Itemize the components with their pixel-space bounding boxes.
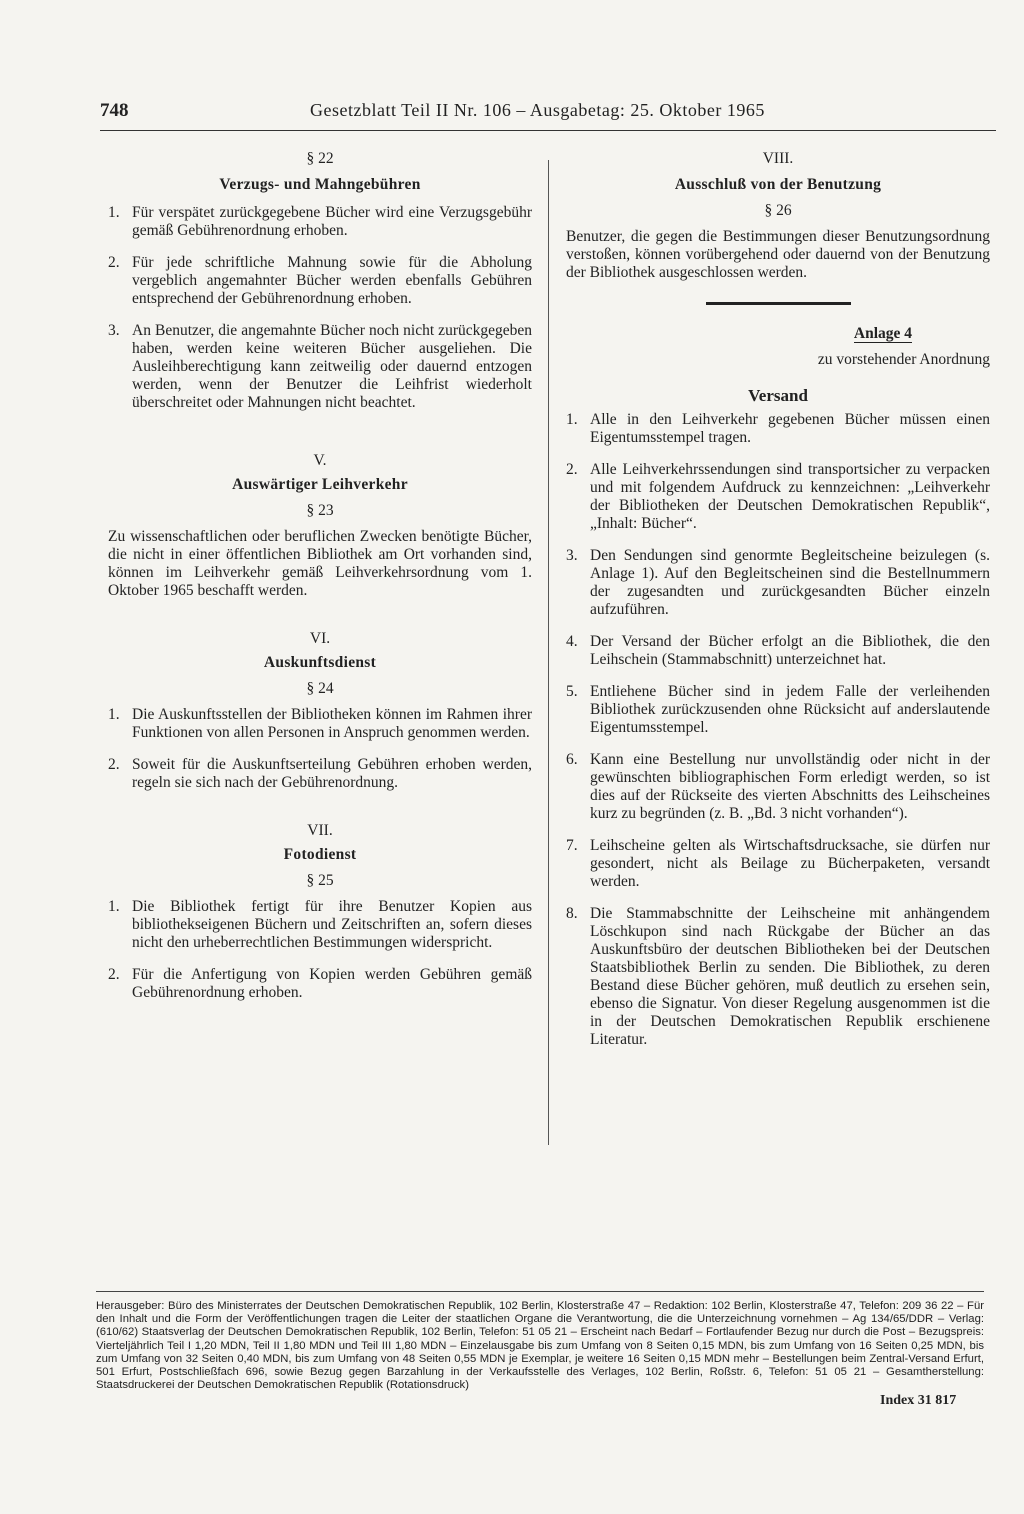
section-heading: Auswärtiger Leihverkehr xyxy=(232,476,408,493)
imprint-footer: Herausgeber: Büro des Ministerrates der Deutschen Demokratischen Republik, 102 Berlin, Klosterstraße 47 – Redaktion: 102 Berlin, Klosterstraße 47, Telefon: 209 36 22 – Für den Inhalt und die Form der Veröffentlichungen tragen die Leiter der staatlichen Organe die Verantwortung, die die Unterzeichnung vornehmen – Ag 134/65/DDR – Verlag: (610/62) Staatsverlag der Deutschen Demokratischen Republik, 102 Berlin, Telefon: 51 05 21 – Erscheint nach Bedarf – Fortlaufender Bezug nur durch die Post – Bezugspreis: Vierteljährlich Teil I 1,20 MDN, Teil II 1,80 MDN und Teil III 1,80 MDN – Einzelausgabe bis zum Umfang von 8 Seiten 0,15 MDN, bis zum Umfang von 16 Seiten 0,25 MDN, bis zum Umfang von 32 Seiten 0,40 MDN, bis zum Umfang von 48 Seiten 0,55 MDN je Exemplar, je weitere 16 Seiten 0,15 MDN mehr – Bestellungen beim Zentral-Versand Erfurt, 501 Erfurt, Postschließfach 696, sowie Bezug gegen Barzahlung in der Verkaufsstelle des Verlages, 102 Berlin, Roßstr. 6, Telefon: 51 05 21 – Gesamtherstellung: Staatsdruckerei der Deutschen Demokratischen Republik (Rotationsdruck) xyxy=(96,1300,984,1392)
column-divider xyxy=(548,160,549,1145)
footer-rule xyxy=(96,1291,984,1292)
list-item: 7. Leihscheine gelten als Wirtschaftsdrucksache, sie dürfen nur gesondert, nicht als Beilage zu Bücherpaketen, versandt werden. xyxy=(566,837,990,890)
paragraph: Zu wissenschaftlichen oder beruflichen Zwecken benötigte Bücher, die nicht in einer öffentlichen Bibliothek am Ort vorhanden sind, können im Leihverkehr gemäß Leihverkehrsordnung vom 1. Oktober 1965 beschafft werden. xyxy=(108,528,532,599)
list-item: 6. Kann eine Bestellung nur unvollständig oder nicht in der gewünschten bibliographischen Form erledigt werden, so ist dies auf der Rückseite des vierten Abschnitts des Leihscheines kurz zu begründen (z. B. „Bd. 3 nicht vorhanden“). xyxy=(566,751,990,822)
annex-heading: Versand xyxy=(748,386,808,405)
paragraph: Benutzer, die gegen die Bestimmungen dieser Benutzungsordnung verstoßen, können vorübergehend oder dauernd von der Benutzung der Bibliothek ausgeschlossen werden. xyxy=(566,228,990,281)
list-item: 2. Für die Anfertigung von Kopien werden Gebühren gemäß Gebührenordnung erhoben. xyxy=(108,966,532,1001)
section-sign: § 22 xyxy=(306,150,334,167)
section-sign: § 23 xyxy=(306,502,334,519)
list-item: 1. Alle in den Leihverkehr gegebenen Bücher müssen einen Eigentumsstempel tragen. xyxy=(566,411,990,446)
section-heading: Verzugs- und Mahngebühren xyxy=(219,176,421,193)
list-item: 5. Entliehene Bücher sind in jedem Falle der verleihenden Bibliothek zurückzusenden ohne Rücksicht auf anderslautende Eigentumsstempel. xyxy=(566,683,990,736)
section-sign: § 26 xyxy=(764,202,792,219)
list xyxy=(108,706,532,792)
list-item: 2. Alle Leihverkehrssendungen sind transportsicher zu verpacken und mit folgendem Aufdruck zu kennzeichnen: „Leihverkehr der Bibliotheken der Deutschen Demokratischen Republik“, „Inhalt: Bücher“. xyxy=(566,461,990,532)
list-item: 1. Für verspätet zurückgegebene Bücher wird eine Verzugsgebühr gemäß Gebührenordnung erhoben. xyxy=(108,204,532,239)
annex-subtitle: zu vorstehender Anordnung xyxy=(817,351,990,368)
list-item: 2. Für jede schriftliche Mahnung sowie für die Abholung vergeblich angemahnter Bücher werden ebenfalls Gebühren entsprechend der Gebührenordnung erhoben. xyxy=(108,254,532,307)
annex-title: Anlage 4 xyxy=(853,325,912,342)
header-rule xyxy=(100,130,996,131)
chapter-number: V. xyxy=(313,452,327,469)
gazette-title: Gesetzblatt Teil II Nr. 106 – Ausgabetag: 25. Oktober 1965 xyxy=(310,100,765,120)
list xyxy=(108,204,532,412)
section-heading: Fotodienst xyxy=(283,846,357,863)
page-number: 748 xyxy=(100,100,129,121)
section-heading: Ausschluß von der Benutzung xyxy=(674,176,882,193)
chapter-number: VII. xyxy=(307,822,333,839)
right-column xyxy=(566,150,990,1063)
left-column xyxy=(108,150,532,1016)
section-sign: § 24 xyxy=(306,680,334,697)
list-item: 4. Der Versand der Bücher erfolgt an die Bibliothek, die den Leihschein (Stammabschnitt) unterzeichnet hat. xyxy=(566,633,990,668)
separator-rule xyxy=(706,302,851,305)
list-item: 3. Den Sendungen sind genormte Begleitscheine beizulegen (s. Anlage 1). Auf den Begleitscheinen sind die Bestellnummern der zugesandten und zurückgesandten Bücher einzeln aufzuführen. xyxy=(566,547,990,618)
chapter-number: VIII. xyxy=(762,150,794,167)
list-item: 8. Die Stammabschnitte der Leihscheine mit anhängendem Löschkupon sind nach Rückgabe der Bücher an das Auskunftsbüro der deutschen Bibliotheken bei der Deutschen Staatsbibliothek Berlin zu senden. Die Bibliothek, zu deren Bestand diese Bücher gehören, muß deutlich zu ersehen sein, ebenso die Signatur. Von dieser Regelung ausgenommen ist die in der Deutschen Demokratischen Republik erschienene Literatur. xyxy=(566,905,990,1048)
list-item: 1. Die Auskunftsstellen der Bibliotheken können im Rahmen ihrer Funktionen von allen Personen in Anspruch genommen werden. xyxy=(108,706,532,741)
index-number: Index 31 817 xyxy=(880,1393,957,1408)
page-header xyxy=(100,100,996,126)
list-item: 2. Soweit für die Auskunftserteilung Gebühren erhoben werden, regeln sie sich nach der Gebührenordnung. xyxy=(108,756,532,791)
list-item: 3. An Benutzer, die angemahnte Bücher noch nicht zurückgegeben haben, werden keine weiteren Bücher ausgeliehen. Die Ausleihberechtigung kann zeitweilig oder dauernd entzogen werden, wenn der Benutzer die Leihfrist wiederholt überschreitet oder Mahnungen nicht beachtet. xyxy=(108,322,532,411)
section-heading: Auskunftsdienst xyxy=(263,654,377,671)
list xyxy=(108,898,532,1002)
list-item: 1. Die Bibliothek fertigt für ihre Benutzer Kopien aus bibliothekseigenen Büchern und Zeitschriften an, sofern dieses nicht den urheberrechtlichen Bestimmungen widerspricht. xyxy=(108,898,532,951)
list xyxy=(566,411,990,1049)
chapter-number: VI. xyxy=(309,630,331,647)
section-sign: § 25 xyxy=(306,872,334,889)
